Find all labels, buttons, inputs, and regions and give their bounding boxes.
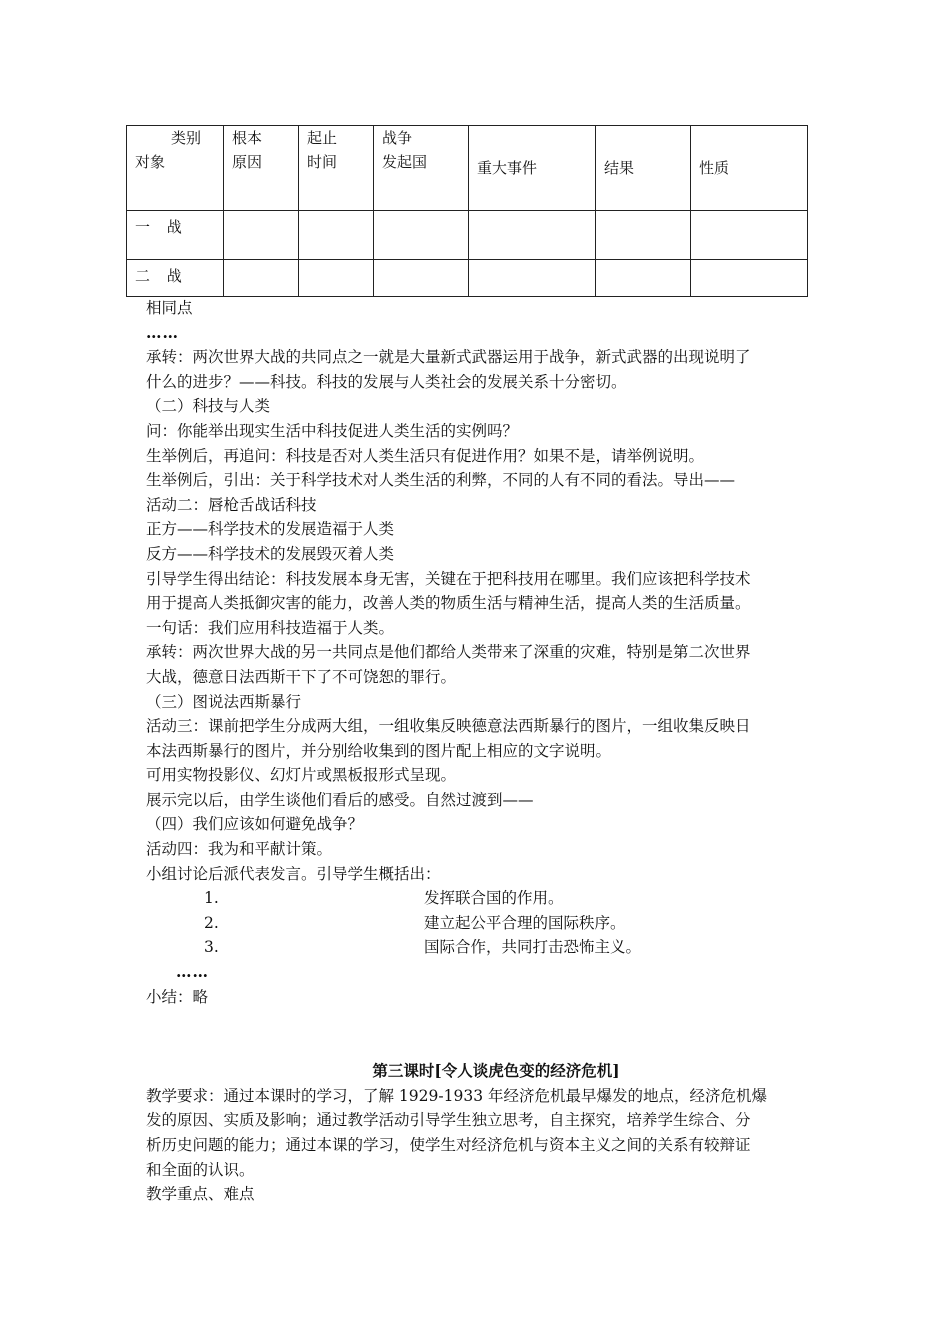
- text-line: 可用实物投影仪、幻灯片或黑板报形式呈现。: [146, 766, 457, 785]
- list-text: 建立起公平合理的国际秩序。: [424, 913, 626, 932]
- table-cell: [469, 211, 596, 260]
- list-text: 国际合作，共同打击恐怖主义。: [424, 938, 642, 957]
- text-line: 和全面的认识。: [146, 1160, 255, 1179]
- corner-header-cell: [127, 126, 224, 211]
- header-cell-root-cause: 根本 原因: [224, 126, 299, 211]
- war-comparison-table: [126, 125, 808, 297]
- list-text: 发挥联合国的作用。: [424, 889, 564, 908]
- text-line: 析历史问题的能力；通过本课的学习，使学生对经济危机与资本主义之间的关系有较辩证: [146, 1136, 751, 1154]
- list-number: 2.: [204, 913, 219, 932]
- text-line: 什么的进步？——科技。科技的发展与人类社会的发展关系十分密切。: [146, 372, 627, 391]
- table-header-row: [127, 126, 808, 211]
- text-line: 活动四：我为和平献计策。: [146, 840, 333, 859]
- table-row: [127, 260, 808, 297]
- text-line: 一句话：我们应用科技造福于人类。: [146, 618, 395, 637]
- corner-bottom-label: 对象: [135, 153, 166, 171]
- table-cell: [299, 211, 374, 260]
- text-line: 承转：两次世界大战的共同点之一就是大量新式武器运用于战争，新式武器的出现说明了: [146, 348, 751, 367]
- row-header-ww2: 二 战: [127, 260, 224, 297]
- section-heading: （四）我们应该如何避免战争？: [146, 815, 364, 834]
- table-cell: [224, 211, 299, 260]
- text-line: 活动三：课前把学生分成两大组，一组收集反映德意法西斯暴行的图片，一组收集反映日: [146, 717, 751, 736]
- table-cell: [224, 260, 299, 297]
- header-cell-nature: 性质: [691, 126, 808, 211]
- header-cell-period: 起止 时间: [299, 126, 374, 211]
- table-cell: [374, 260, 469, 297]
- table-cell: [596, 211, 691, 260]
- list-number: 3.: [204, 938, 219, 957]
- text-line: 展示完以后，由学生谈他们看后的感受。自然过渡到——: [146, 790, 534, 809]
- text-line: 生举例后，引出：关于科学技术对人类生活的利弊，不同的人有不同的看法。导出——: [146, 471, 736, 490]
- list-item: [146, 886, 806, 911]
- text-line: 本法西斯暴行的图片，并分别给收集到的图片配上相应的文字说明。: [146, 741, 612, 760]
- text-line: 反方——科学技术的发展毁灭着人类: [146, 544, 395, 563]
- text-line: 承转：两次世界大战的另一共同点是他们都给人类带来了深重的灾难，特别是第二次世界: [146, 643, 751, 662]
- text-line: 小组讨论后派代表发言。引导学生概括出：: [146, 864, 441, 883]
- text-line: 正方——科学技术的发展造福于人类: [146, 520, 395, 539]
- section-heading: （二）科技与人类: [146, 397, 271, 416]
- table-cell: [691, 260, 808, 297]
- table-cell: [299, 260, 374, 297]
- table-cell: [596, 260, 691, 297]
- table-cell: [374, 211, 469, 260]
- list-number: 1.: [204, 889, 219, 908]
- text-line: 生举例后，再追问：科技是否对人类生活只有促进作用？如果不是，请举例说明。: [146, 446, 705, 465]
- section-heading: （三）图说法西斯暴行: [146, 692, 302, 711]
- header-cell-initiator: 战争 发起国: [374, 126, 469, 211]
- text-line: 发的原因、实质及影响；通过教学活动引导学生独立思考，自主探究，培养学生综合、分: [146, 1111, 751, 1130]
- table-row: [127, 211, 808, 260]
- text-line: 教学重点、难点: [146, 1185, 255, 1204]
- corner-top-label: 类别: [170, 129, 201, 147]
- ellipsis: ……: [176, 962, 209, 982]
- row-header-ww1: 一 战: [127, 211, 224, 260]
- text-line: 相同点: [146, 299, 193, 317]
- text-line: 活动二：唇枪舌战话科技: [146, 495, 317, 514]
- text-line: 问：你能举出现实生活中科技促进人类生活的实例吗？: [146, 421, 519, 440]
- header-cell-result: 结果: [596, 126, 691, 211]
- table-cell: [691, 211, 808, 260]
- document-body: [146, 296, 806, 1207]
- list-item: [146, 911, 806, 936]
- text-line: 引导学生得出结论：科技发展本身无害，关键在于把科技用在哪里。我们应该把科学技术: [146, 569, 751, 588]
- list-item: [146, 935, 806, 960]
- header-cell-major-events: 重大事件: [469, 126, 596, 211]
- text-line: 小结：略: [146, 987, 209, 1006]
- lesson-title: 第三课时[令人谈虎色变的经济危机]: [372, 1061, 620, 1081]
- text-line: 教学要求：通过本课时的学习，了解 1929-1933 年经济危机最早爆发的地点，经济危机爆: [146, 1086, 767, 1105]
- ellipsis: ……: [146, 322, 179, 342]
- table-cell: [469, 260, 596, 297]
- text-line: 大战，德意日法西斯干下了不可饶恕的罪行。: [146, 667, 457, 686]
- text-line: 用于提高人类抵御灾害的能力，改善人类的物质生活与精神生活，提高人类的生活质量。: [146, 594, 751, 613]
- spacer: [146, 1009, 806, 1059]
